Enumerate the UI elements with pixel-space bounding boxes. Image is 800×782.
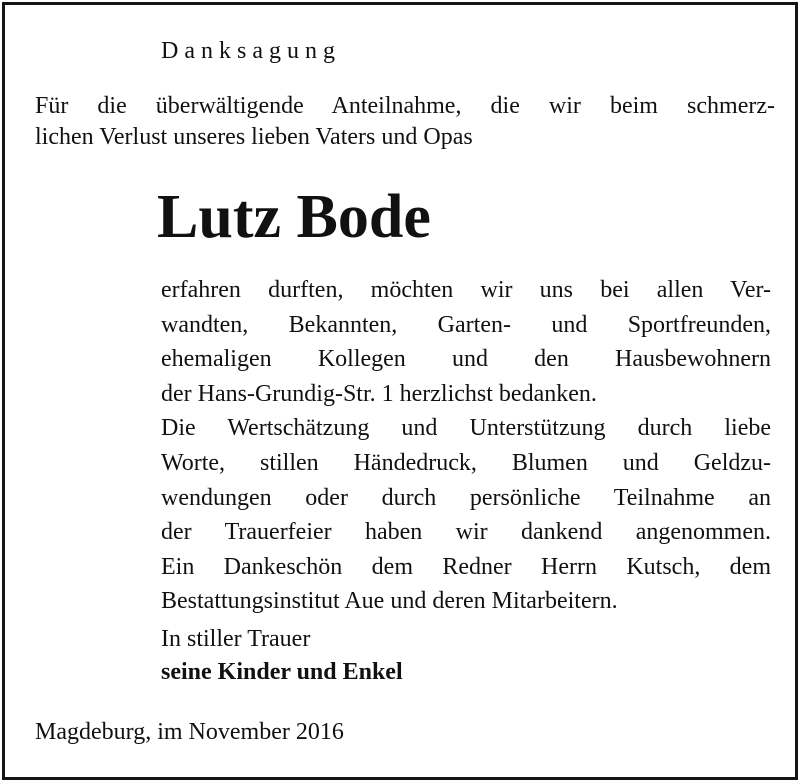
body-line-2: wandten, Bekannten, Garten- und Sportfreunden, xyxy=(161,311,771,338)
body-line-9: Ein Dankeschön dem Redner Herrn Kutsch, dem xyxy=(161,553,771,580)
body-line-4: der Hans-Grundig-Str. 1 herzlichst bedanken. xyxy=(161,380,597,407)
body-line-7: wendungen oder durch persönliche Teilnahme an xyxy=(161,484,771,511)
signature-intro: In stiller Trauer xyxy=(161,626,311,652)
place-date: Magdeburg, im November 2016 xyxy=(35,719,344,745)
body-line-10: Bestattungsinstitut Aue und deren Mitarbeitern. xyxy=(161,588,618,615)
intro-paragraph xyxy=(35,91,775,153)
body-line-1: erfahren durften, möchten wir uns bei allen Ver- xyxy=(161,277,771,303)
body-line-8: der Trauerfeier haben wir dankend angenommen. xyxy=(161,519,771,546)
obituary-notice xyxy=(2,2,798,780)
body-line-6: Worte, stillen Händedruck, Blumen und Geldzu- xyxy=(161,449,771,476)
intro-line-1: Für die überwältigende Anteilnahme, die wir beim schmerz- xyxy=(35,93,775,119)
signature-name: seine Kinder und Enkel xyxy=(161,659,403,685)
body-line-5: Die Wertschätzung und Unterstützung durch liebe xyxy=(161,415,771,442)
gratitude-paragraph xyxy=(161,273,771,619)
body-line-3: ehemaligen Kollegen und den Hausbewohnern xyxy=(161,346,771,373)
deceased-name: Lutz Bode xyxy=(157,183,431,251)
intro-line-2: lichen Verlust unseres lieben Vaters und Opas xyxy=(35,124,473,150)
notice-heading: Danksagung xyxy=(161,38,341,64)
